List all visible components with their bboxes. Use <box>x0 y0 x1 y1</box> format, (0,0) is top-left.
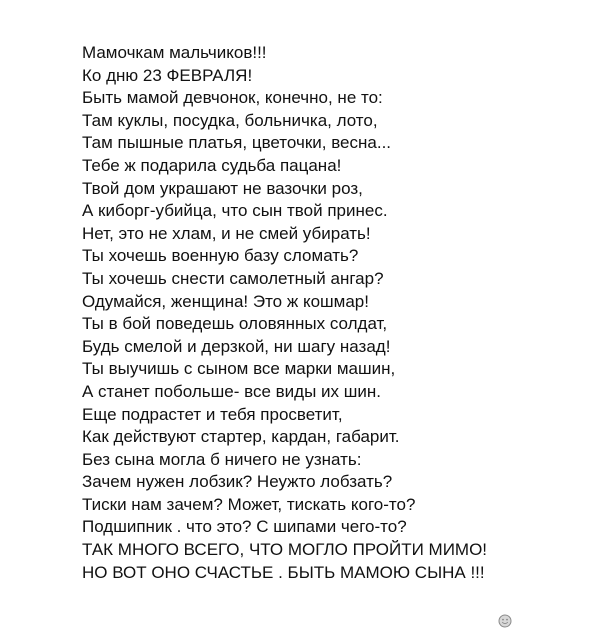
poem-line: А станет побольше- все виды их шин. <box>82 381 382 401</box>
smiley-right-eye <box>506 619 508 621</box>
smiley-left-eye <box>502 619 504 621</box>
smiley-icon <box>498 614 512 628</box>
poem-line: Быть мамой девчонок, конечно, не то: <box>82 88 383 108</box>
poem-line: Как действуют стартер, кардан, габарит. <box>82 427 400 447</box>
poem-line: Ты хочешь снести самолетный ангар? <box>82 268 384 288</box>
poem-line: Будь смелой и дерзкой, ни шагу назад! <box>82 336 391 356</box>
poem-line: Еще подрастет и тебя просветит, <box>82 404 343 424</box>
smiley-face <box>499 615 511 627</box>
poem-line: Твой дом украшают не вазочки роз, <box>82 178 363 198</box>
poem-line: Подшипник . что это? С шипами чего-то? <box>82 517 407 537</box>
poem-line: Ты хочешь военную базу сломать? <box>82 246 359 266</box>
poem-text <box>82 42 487 584</box>
poem-line: Нет, это не хлам, и не смей убирать! <box>82 223 371 243</box>
poem-line: Тиски нам зачем? Может, тискать кого-то? <box>82 494 416 514</box>
poem-line: Зачем нужен лобзик? Неужто лобзать? <box>82 472 393 492</box>
poem-line: А киборг-убийца, что сын твой принес. <box>82 201 388 221</box>
poem-line: Ко дню 23 ФЕВРАЛЯ! <box>82 65 253 85</box>
poem-line: Ты в бой поведешь оловянных солдат, <box>82 314 388 334</box>
poem-line: ТАК МНОГО ВСЕГО, ЧТО МОГЛО ПРОЙТИ МИМО! <box>82 540 488 560</box>
poem-line: Без сына могла б ничего не узнать: <box>82 449 362 469</box>
poem-line: Ты выучишь с сыном все марки машин, <box>82 359 396 379</box>
poem-line: Тебе ж подарила судьба пацана! <box>82 155 342 175</box>
poem-line: Там куклы, посудка, больничка, лото, <box>82 110 378 130</box>
poem-line: Одумайся, женщина! Это ж кошмар! <box>82 291 369 311</box>
poem-line: НО ВОТ ОНО СЧАСТЬЕ . БЫТЬ МАМОЮ СЫНА !!! <box>82 562 485 582</box>
poem-line: Мамочкам мальчиков!!! <box>82 43 267 62</box>
poem-line: Там пышные платья, цветочки, весна... <box>82 133 392 153</box>
